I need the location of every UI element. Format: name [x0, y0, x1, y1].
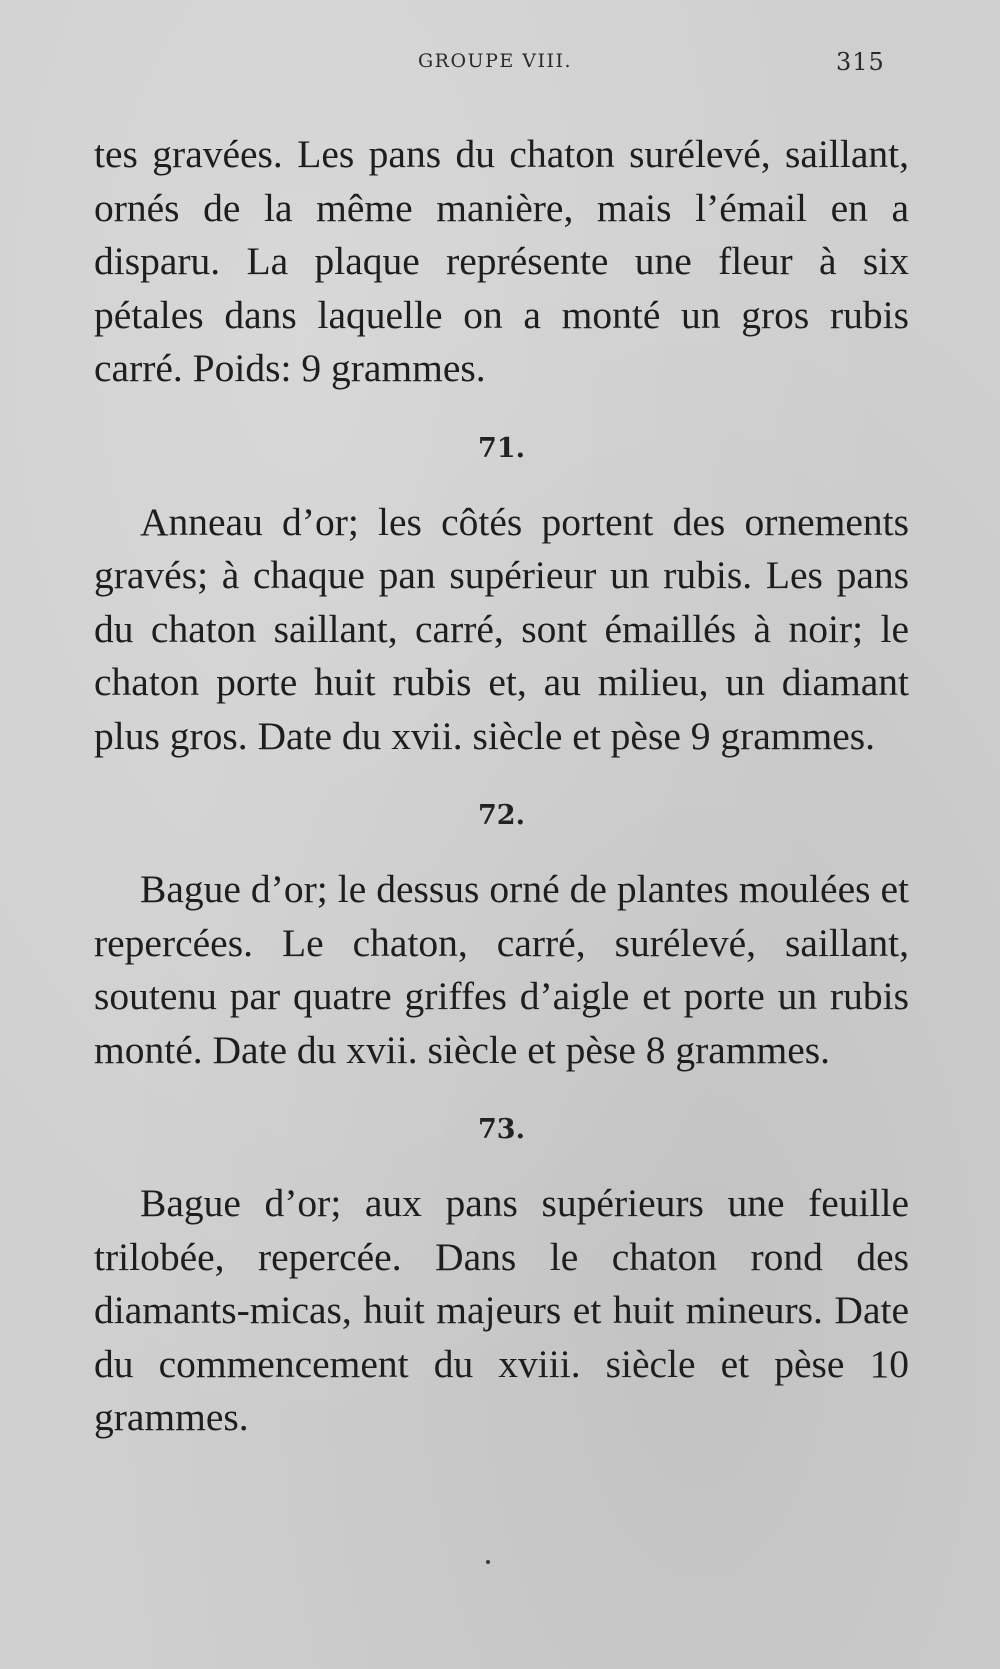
entry-number-72: 72. — [478, 800, 525, 831]
entry-number-73: 73. — [478, 1114, 525, 1145]
paragraph-entry-72: Bague d’or; le dessus orné de plantes moulées et repercées. Le chaton, carré, surélevé, saillant, soutenu par quatre griffes d’aigle et porte un rubis monté. Date du xvii. siècle et pèse 8 grammes. — [94, 867, 909, 1072]
entry-number-71: 71. — [478, 432, 525, 464]
paragraph-entry-71: Anneau d’or; les côtés portent des ornements gravés; à chaque pan supérieur un rubis. Les pans du chaton saillant, carré, sont émaillés à noir; le chaton porte huit rubis et, au milieu, un diamant plus gros. Date du xvii. siècle et pèse 9 grammes. — [94, 499, 909, 758]
paragraph-entry-73: Bague d’or; aux pans supérieurs une feuille trilobée, repercée. Dans le chaton rond des diamants-micas, huit majeurs et huit mineurs. Date du commencement du xviii. siècle et pèse 10 grammes. — [94, 1181, 909, 1439]
paper-speck — [486, 1560, 490, 1564]
page-number: 315 — [836, 48, 885, 76]
section-title: GROUPE VIII. — [418, 50, 573, 72]
running-head — [0, 44, 1000, 84]
paragraph-continued: tes gravées. Les pans du chaton surélevé, saillant, ornés de la même manière, mais l’émail en a disparu. La plaque représente une fleur à six pétales dans laquelle on a monté un gros rubis carré. Poids: 9 grammes. — [94, 132, 909, 390]
body-text — [94, 128, 909, 1445]
